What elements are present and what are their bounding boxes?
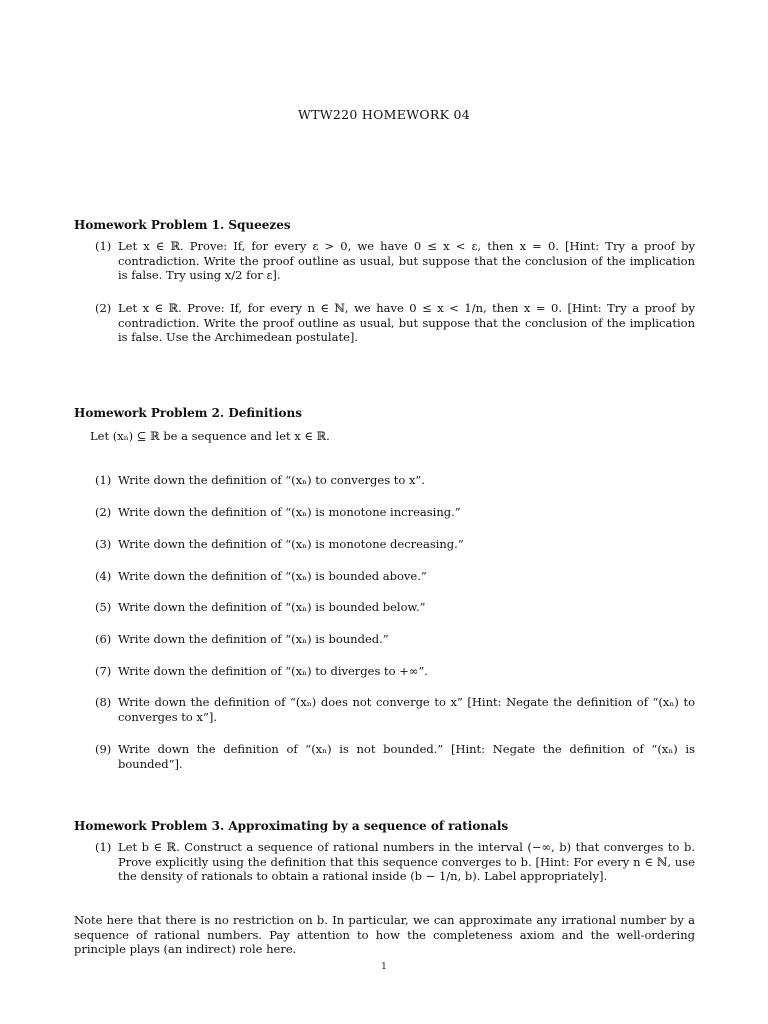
problem-2-item-4 [95, 569, 695, 584]
item-number: (9) [95, 742, 112, 756]
closing-note: Note here that there is no restriction on b. In particular, we can approximate any irrational number by a sequence of rational numbers. Pay attention to how the completeness axiom and the well-ordering principle plays (an indirect) role here. [74, 913, 695, 957]
item-text: Let x ∈ ℝ. Prove: If, for every ε > 0, we have 0 ≤ x < ε, then x = 0. [Hint: Try a proof by contradiction. Write the proof outline as usual, but suppose that the conclusion of the implication is false. Try using x/2 for ε]. [118, 239, 695, 283]
problem-1-item-2 [95, 301, 695, 345]
problem-2-item-2 [95, 505, 695, 520]
item-text: Write down the definition of “(xₙ) to converges to x”. [118, 473, 425, 487]
item-text: Write down the definition of “(xₙ) is bounded.” [118, 632, 389, 646]
problem-2-intro: Let (xₙ) ⊆ ℝ be a sequence and let x ∈ ℝ. [90, 429, 330, 443]
problem-3-heading: Homework Problem 3. Approximating by a sequence of rationals [74, 819, 509, 833]
item-text: Write down the definition of “(xₙ) is not bounded.” [Hint: Negate the definition of “(xₙ) is bounded”]. [118, 742, 695, 771]
item-number: (8) [95, 695, 112, 709]
item-number: (2) [95, 505, 112, 519]
problem-3-item-1 [95, 840, 695, 884]
item-number: (1) [95, 473, 112, 487]
item-number: (4) [95, 569, 112, 583]
item-number: (1) [95, 239, 112, 253]
item-number: (6) [95, 632, 112, 646]
item-text: Write down the definition of “(xₙ) does not converge to x” [Hint: Negate the definition of “(xₙ) to converges to x”]. [118, 695, 695, 724]
item-number: (1) [95, 840, 112, 854]
problem-2-item-9 [95, 742, 695, 771]
item-text: Write down the definition of “(xₙ) is monotone increasing.” [118, 505, 461, 519]
problem-1-heading: Homework Problem 1. Squeezes [74, 218, 291, 232]
item-text: Write down the definition of “(xₙ) is bounded below.” [118, 600, 426, 614]
problem-2-item-8 [95, 695, 695, 724]
item-text: Write down the definition of “(xₙ) is monotone decreasing.” [118, 537, 464, 551]
problem-2-item-6 [95, 632, 695, 647]
problem-2-item-1 [95, 473, 695, 488]
problem-2-item-3 [95, 537, 695, 552]
problem-2-heading: Homework Problem 2. Definitions [74, 406, 302, 420]
item-text: Write down the definition of “(xₙ) is bounded above.” [118, 569, 427, 583]
item-number: (7) [95, 664, 112, 678]
item-number: (5) [95, 600, 112, 614]
item-number: (3) [95, 537, 112, 551]
item-text: Write down the definition of “(xₙ) to diverges to +∞”. [118, 664, 428, 678]
problem-1-item-1 [95, 239, 695, 283]
item-text: Let x ∈ ℝ. Prove: If, for every n ∈ ℕ, we have 0 ≤ x < 1/n, then x = 0. [Hint: Try a proof by contradiction. Write the proof outline as usual, but suppose that the conclusion of the implication is false. Use the Archimedean postulate]. [118, 301, 695, 345]
item-text: Let b ∈ ℝ. Construct a sequence of rational numbers in the interval (−∞, b) that converges to b. Prove explicitly using the definition that this sequence converges to b. [Hint: For every n ∈ ℕ, use the density of rationals to obtain a rational inside (b − 1/n, b). Label appropriately]. [118, 840, 695, 884]
item-number: (2) [95, 301, 112, 315]
page-number: 1 [381, 962, 387, 972]
document-title: WTW220 HOMEWORK 04 [297, 107, 471, 122]
problem-2-item-7 [95, 664, 695, 679]
problem-2-item-5 [95, 600, 695, 615]
